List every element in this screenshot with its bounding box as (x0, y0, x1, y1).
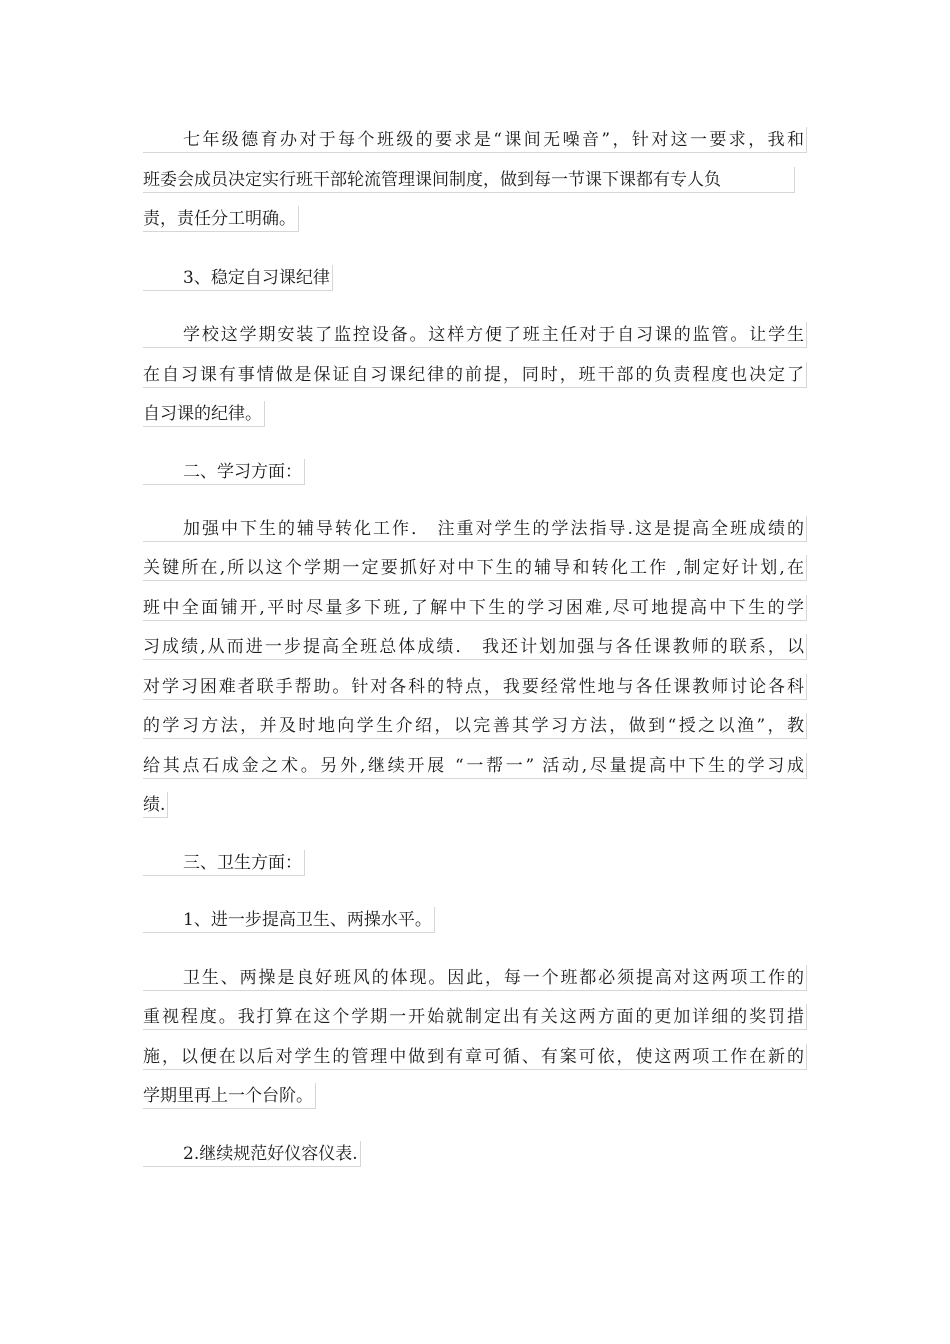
paragraph-line: 关键所在,所以这个学期一定要抓好对中下生的辅导和转化工作 ,制定好计划,在 (143, 555, 807, 581)
paragraph-line: 绩. (143, 792, 168, 818)
paragraph-line: 责，责任分工明确。 (143, 206, 299, 232)
section-subheading: 2.继续规范好仪容仪表. (143, 1141, 361, 1167)
paragraph-line: 重视程度。我打算在这个学期一开始就制定出有关这两方面的更加详细的奖罚措 (143, 1004, 807, 1030)
section-subheading: 3、稳定自习课纪律 (143, 265, 333, 291)
section-heading: 二、学习方面： (143, 459, 305, 485)
paragraph-line: 学校这学期安装了监控设备。这样方便了班主任对于自习课的监管。让学生 (143, 322, 807, 348)
paragraph-line: 班中全面铺开,平时尽量多下班,了解中下生的学习困难,尽可地提高中下生的学 (143, 595, 807, 621)
paragraph-line: 对学习困难者联手帮助。针对各科的特点，我要经常性地与各任课教师讨论各科 (143, 674, 807, 700)
paragraph-line: 在自习课有事情做是保证自习课纪律的前提，同时，班干部的负责程度也决定了 (143, 362, 807, 388)
paragraph-line: 加强中下生的辅导转化工作． 注重对学生的学法指导.这是提高全班成绩的 (143, 516, 807, 542)
paragraph-line: 自习课的纪律。 (143, 401, 265, 427)
paragraph-line: 给其点石成金之术。另外,继续开展 “一帮一” 活动,尽量提高中下生的学习成 (143, 753, 807, 779)
paragraph-line: 班委会成员决定实行班干部轮流管理课间制度，做到每一节课下课都有专人负 (143, 167, 795, 193)
paragraph-line: 学期里再上一个台阶。 (143, 1083, 316, 1109)
section-heading: 三、卫生方面： (143, 850, 305, 876)
paragraph-line: 卫生、两操是良好班风的体现。因此，每一个班都必须提高对这两项工作的 (143, 965, 807, 991)
paragraph-line: 的学习方法，并及时地向学生介绍，以完善其学习方法，做到“授之以渔”，教 (143, 713, 807, 739)
section-subheading: 1、进一步提高卫生、两操水平。 (143, 907, 435, 933)
paragraph-line: 施，以便在以后对学生的管理中做到有章可循、有案可依，使这两项工作在新的 (143, 1044, 807, 1070)
paragraph-line: 七年级德育办对于每个班级的要求是“课间无噪音”，针对这一要求，我和 (143, 127, 807, 153)
paragraph-line: 习成绩,从而进一步提高全班总体成绩． 我还计划加强与各任课教师的联系，以 (143, 634, 807, 660)
